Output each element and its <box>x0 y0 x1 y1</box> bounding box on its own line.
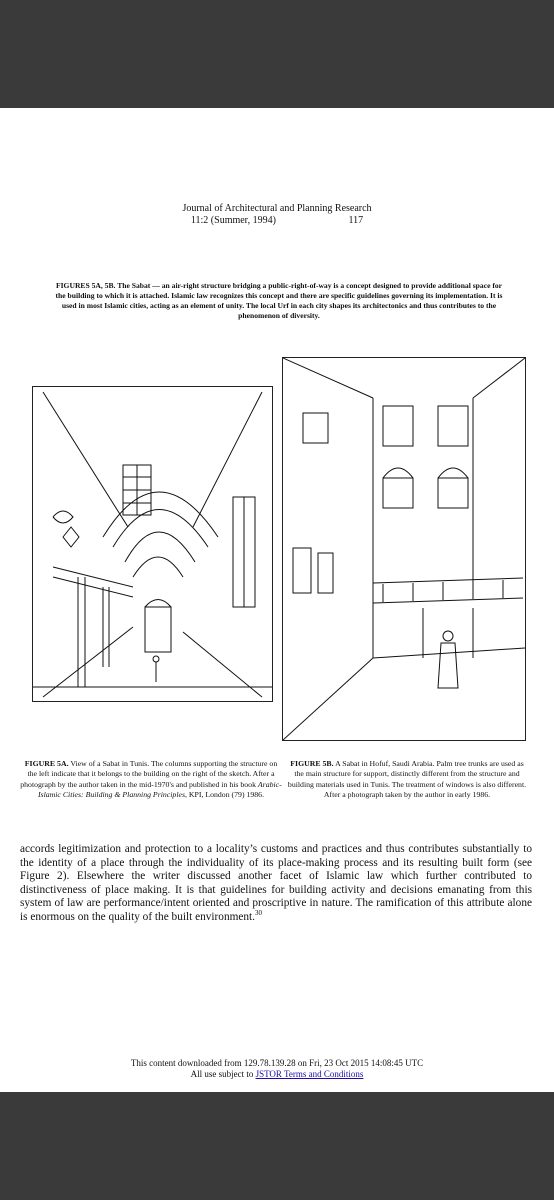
figure-5a-caption <box>20 759 282 800</box>
figure-5b-label: FIGURE 5B. <box>290 759 334 768</box>
page-number: 117 <box>348 215 364 226</box>
body-paragraph <box>20 843 532 924</box>
figure-5b-sketch <box>282 357 526 741</box>
footnote-marker: 30 <box>255 908 263 917</box>
figure-5a-sketch <box>32 386 273 702</box>
body-text: accords legitimization and protection to a locality’s customs and practices and thus contributes substantially to the identity of a place through the individuality of its place-making process and its resulting built form (see Figure 2). Elsewhere the writer discussed another facet of Islamic law which further contributed to distinctiveness of place making. It is that guidelines for building activity and decisions emanating from this system of law are performance/intent oriented and proscriptive in nature. The ramification of this attribute alone is enormous on the quality of the built environment. <box>20 843 532 923</box>
figure-5a-book: Arabic-Islamic Cities: Building & Planning Principles, <box>37 779 282 799</box>
download-notice: This content downloaded from 129.78.139.28 on Fri, 23 Oct 2015 14:08:45 UTC <box>130 1058 424 1068</box>
journal-header <box>0 203 554 227</box>
figure-5a-text-2: KPI, London (79) 1986. <box>186 789 265 799</box>
figures-caption: FIGURES 5A, 5B. The Sabat — an air-right structure bridging a public-right-of-way is a concept designed to provide additional space for the building to which it is attached. Islamic law recognizes this concept and there are specific guidelines governing its implementation. It is used in most Islamic cities, acting as an element of unity. The local Urf in each city shapes its architectonics and thus contributes to the phenomenon of diversity. <box>55 281 503 320</box>
jstor-footer <box>0 1058 554 1080</box>
bottom-dark-bar <box>0 1092 554 1200</box>
journal-title: Journal of Architectural and Planning Research <box>182 203 372 214</box>
figure-5a-text-1: View of a Sabat in Tunis. The columns supporting the structure on the left indicate that it belongs to the building on the right of the sketch. After a photograph by the author taken in the mid-1970's and published in his book <box>20 759 278 789</box>
top-dark-bar <box>0 0 554 108</box>
figure-5a-label: FIGURE 5A. <box>24 759 69 768</box>
journal-volume: 11:2 (Summer, 1994) <box>190 215 276 226</box>
figure-5b-text: A Sabat in Hofuf, Saudi Arabia. Palm tree trunks are used as the main structure for support, distinctly different from the structure and building materials used in Tunis. The treatment of windows is also different. After a photograph taken by the author in early 1986. <box>287 759 527 799</box>
figure-5b-caption <box>287 759 527 800</box>
jstor-terms-link[interactable]: JSTOR Terms and Conditions <box>255 1069 364 1079</box>
terms-prefix: All use subject to <box>190 1069 256 1079</box>
